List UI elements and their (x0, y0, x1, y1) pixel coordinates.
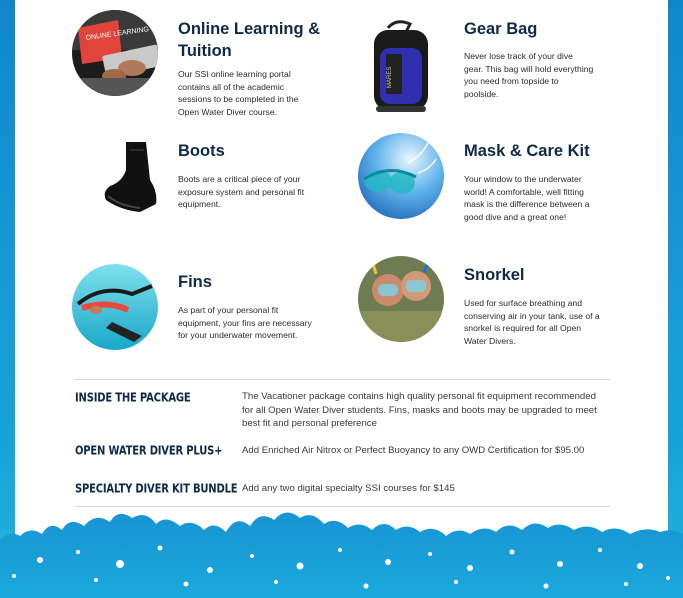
laptop-image (72, 10, 158, 96)
fins-image (72, 264, 158, 350)
package-label-specialty: SPECIALTY DIVER KIT BUNDLE (75, 483, 238, 497)
snorkel-image (358, 256, 444, 342)
feature-description: Never lose track of your dive gear. This bag will hold everything you need from topside to poolside. (464, 51, 594, 99)
package-label-inside: INSIDE THE PACKAGE (75, 392, 191, 406)
package-text-specialty: Add any two digital specialty SSI courses for $145 (242, 483, 455, 494)
bag-brand-text: MARES (387, 66, 393, 88)
package-label-owd-plus: OPEN WATER DIVER PLUS+ (75, 445, 223, 459)
section-divider (75, 379, 610, 380)
mask-image (358, 133, 444, 219)
boot-image (100, 140, 160, 214)
feature-title: Snorkel (464, 266, 525, 284)
feature-description: Used for surface breathing and conserving air in your tank, use of a snorkel is required for all Open Water Divers. (464, 298, 600, 346)
feature-title: Mask & Care Kit (464, 142, 590, 160)
feature-title: Gear Bag (464, 20, 538, 38)
package-text-inside: The Vacationer package contains high quality personal fit equipment recommended for all Open Water Diver students. Fins, masks and boots may be upgraded to meet best fit and personal preference (242, 391, 597, 430)
feature-title: Boots (178, 142, 225, 160)
feature-title: Fins (178, 273, 212, 291)
water-splash-decoration (0, 500, 683, 598)
feature-description: Your window to the underwater world! A comfortable, well fitting mask is the difference between a good dive and a great one! (464, 174, 590, 222)
gear-bag-image (366, 18, 436, 114)
package-text-owd-plus: Add Enriched Air Nitrox or Perfect Buoyancy to any OWD Certification for $95.00 (242, 445, 585, 456)
feature-title: Online Learning & Tuition (178, 20, 321, 60)
laptop-screen-text: ONLINE LEARNING (85, 26, 150, 42)
feature-description: As part of your personal fit equipment, your fins are necessary for your underwater movement. (178, 305, 312, 341)
feature-description: Boots are a critical piece of your exposure system and personal fit equipment. (178, 174, 305, 210)
feature-description: Our SSI online learning portal contains all of the academic sessions to be completed in the Open Water Diver course. (178, 69, 299, 117)
